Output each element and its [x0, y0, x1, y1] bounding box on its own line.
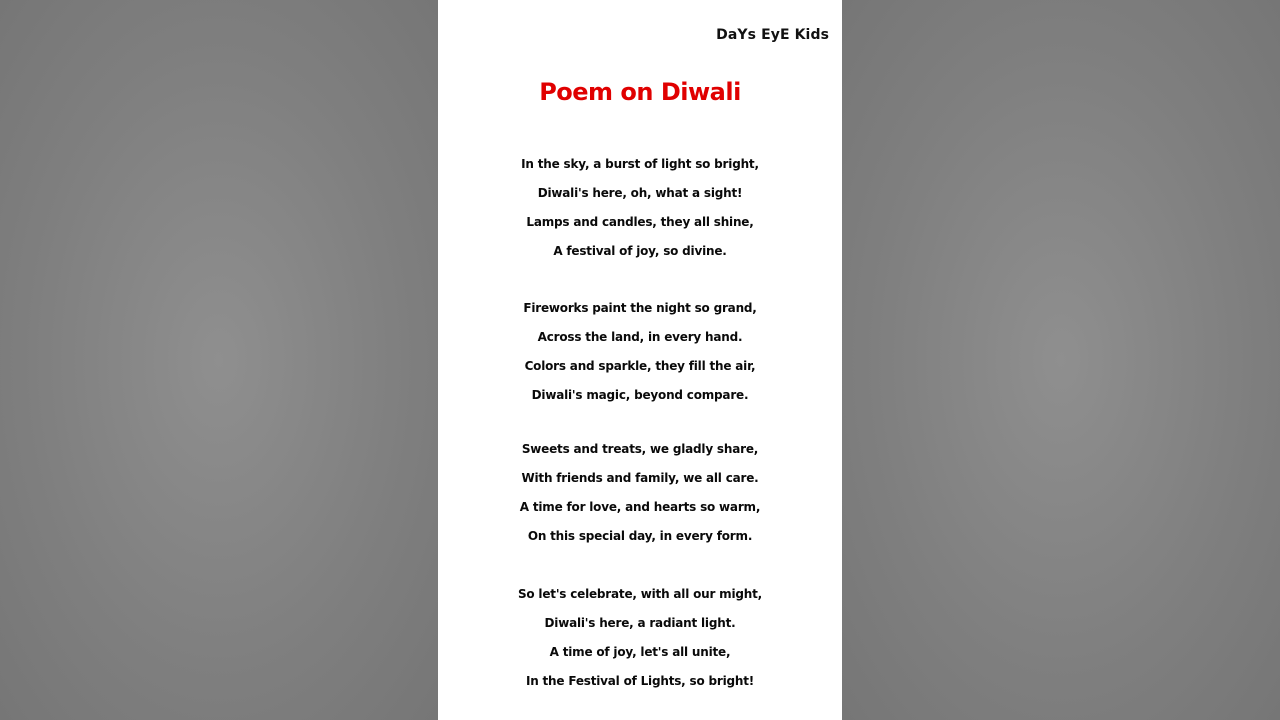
- poem-line: In the Festival of Lights, so bright!: [525, 674, 755, 688]
- poem-line: Diwali's here, a radiant light.: [544, 616, 736, 630]
- poem-line: With friends and family, we all care.: [521, 471, 759, 485]
- poem-line: In the sky, a burst of light so bright,: [521, 157, 759, 171]
- poem-line: Across the land, in every hand.: [537, 330, 743, 344]
- poem-line: Colors and sparkle, they fill the air,: [524, 359, 756, 373]
- poem-line: Diwali's here, oh, what a sight!: [537, 186, 743, 200]
- poem-line: Fireworks paint the night so grand,: [523, 301, 757, 315]
- poem-line: A festival of joy, so divine.: [553, 244, 727, 258]
- poem-title: Poem on Diwali: [539, 78, 741, 106]
- poem-line: On this special day, in every form.: [527, 529, 753, 543]
- right-blurred-background: [842, 0, 1280, 720]
- left-blurred-background: [0, 0, 438, 720]
- poem-line: Diwali's magic, beyond compare.: [531, 388, 749, 402]
- poem-line: Lamps and candles, they all shine,: [526, 215, 754, 229]
- channel-brand: DaYs EyE Kids: [716, 27, 829, 43]
- stanza-1: [438, 150, 842, 266]
- stanza-3: [438, 435, 842, 551]
- poem-page: [438, 0, 842, 720]
- stanza-4: [438, 580, 842, 696]
- poem-line: A time for love, and hearts so warm,: [519, 500, 761, 514]
- poem-line: A time of joy, let's all unite,: [549, 645, 731, 659]
- stanza-2: [438, 294, 842, 410]
- poem-line: Sweets and treats, we gladly share,: [521, 442, 759, 456]
- poem-line: So let's celebrate, with all our might,: [517, 587, 763, 601]
